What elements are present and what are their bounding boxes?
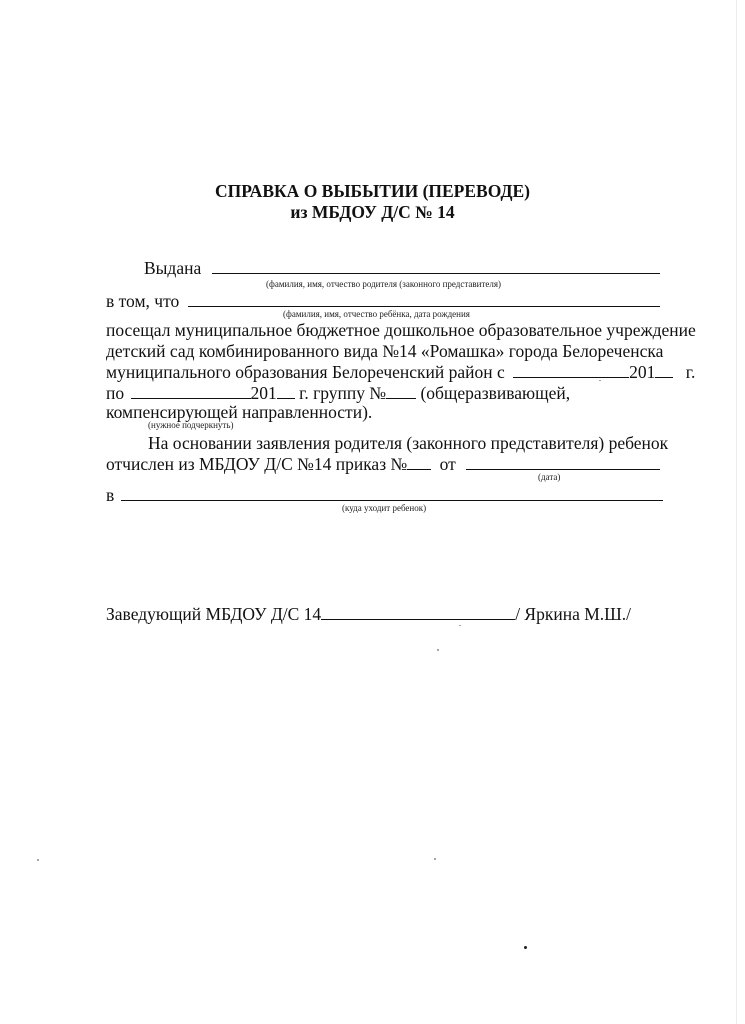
basis-from-label: от [439,454,456,474]
issued-blank[interactable] [212,257,660,274]
destination-hint: (куда уходит ребенок) [342,503,427,513]
body-line-3 [106,361,695,382]
scan-speck [599,380,601,381]
start-year-blank[interactable] [655,361,673,378]
date-hint: (дата) [538,472,561,482]
issued-label: Выдана [144,258,202,278]
end-year-prefix: 201 [250,383,277,403]
signature-title: Заведующий МБДОУ Д/С 14 [106,604,322,624]
start-date-blank[interactable] [513,361,629,378]
scan-speck [459,625,461,626]
destination-line [106,484,663,505]
body-line-5: компенсирующей направленности). [106,402,373,422]
order-date-blank[interactable] [466,453,660,470]
group-label: г. группу № [299,383,387,403]
end-date-blank[interactable] [131,382,251,399]
child-hint: (фамилия, имя, отчество ребёнка, дата рождения [283,309,470,319]
document-subtitle: из МБДОУ Д/С № 14 [290,202,455,222]
signature-line [106,603,631,624]
destination-label: в [106,485,115,505]
start-year-prefix: 201 [629,362,656,382]
scan-speck [434,858,436,860]
underline-hint: (нужное подчеркнуть) [148,420,234,430]
signature-name: / Яркина М.Ш./ [515,604,632,624]
scan-speck [37,859,39,861]
scan-speck [524,946,527,949]
group-type-text: (общеразвивающей, [420,383,571,403]
destination-blank[interactable] [121,484,663,501]
order-number-blank[interactable] [407,453,431,470]
group-number-blank[interactable] [386,382,416,399]
child-blank[interactable] [188,290,660,307]
body-line-3-text: муниципального образования Белореченский район с [106,362,505,382]
document-title: СПРАВКА О ВЫБЫТИИ (ПЕРЕВОДЕ) [214,181,530,201]
basis-line-1: На основании заявления родителя (законного представителя) ребенок [148,433,669,453]
issued-hint: (фамилия, имя, отчество родителя (законного представителя) [266,279,502,289]
end-year-blank[interactable] [277,382,295,399]
basis-line-2 [106,453,660,474]
body-line-4 [106,382,570,403]
scan-edge [736,0,737,1024]
body-line-1: посещал муниципальное бюджетное дошкольное образовательное учреждение [106,320,696,340]
that-line [106,290,660,311]
signature-blank[interactable] [321,603,515,620]
basis-line-2-text: отчислен из МБДОУ Д/С №14 приказ № [106,454,408,474]
start-year-suffix: г. [685,362,696,382]
that-label: в том, что [106,291,180,311]
scan-speck [437,649,439,651]
body-line-2: детский сад комбинированного вида №14 «Ромашка» города Белореченска [106,341,664,361]
end-prefix: по [106,383,125,403]
issued-line [144,257,660,278]
